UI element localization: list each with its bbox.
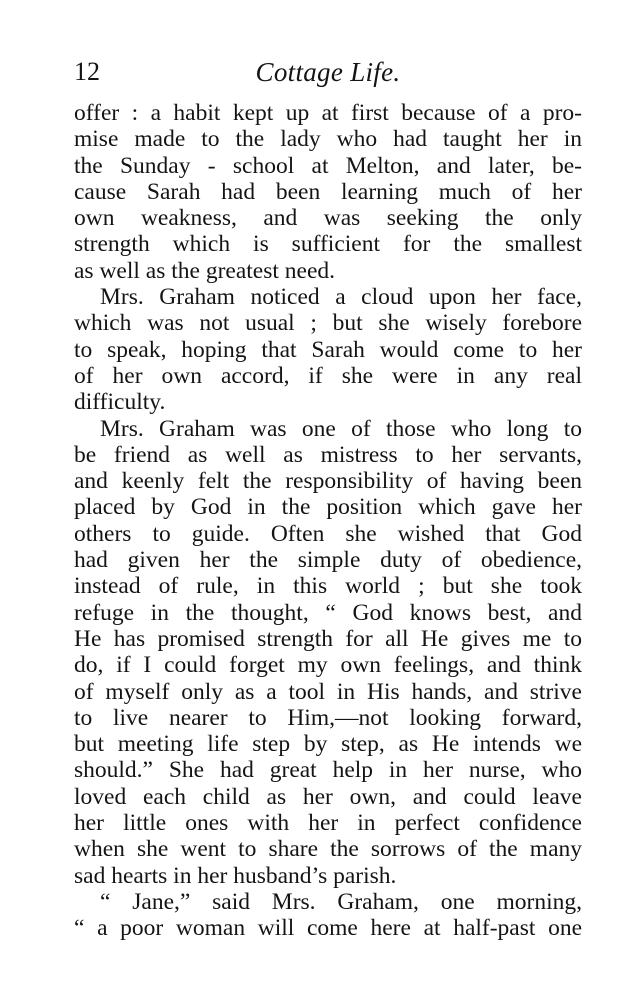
text-line: loved each child as her own, and could leave [74,783,582,810]
text-line: placed by God in the position which gave her [74,494,582,521]
text-line: “ a poor woman will come here at half-past one [74,915,582,942]
text-line: be friend as well as mistress to her servants, [74,441,582,468]
text-line: sad hearts in her husband’s parish. [74,862,397,889]
text-line: to live nearer to Him,—not looking forward, [74,704,582,731]
text-line: but meeting life step by step, as He intends we [74,731,582,758]
text-line: should.” She had great help in her nurse, who [74,757,582,784]
text-line: mise made to the lady who had taught her in [74,126,582,153]
paragraph [74,284,582,415]
paragraph [74,100,582,284]
text-line: He has promised strength for all He gives me to [74,625,582,652]
body-text [74,100,582,942]
paragraph [74,416,582,889]
text-line: difficulty. [74,389,166,416]
text-line: offer : a habit kept up at first because of a pro- [74,100,582,126]
text-line: cause Sarah had been learning much of her [74,178,582,205]
text-line: which was not usual ; but she wisely forebore [74,310,582,337]
text-line: to speak, hoping that Sarah would come to her [74,336,582,363]
text-line: when she went to share the sorrows of the many [74,836,582,863]
text-line: of her own accord, if she were in any real [74,362,582,389]
text-line: do, if I could forget my own feelings, and think [74,652,582,679]
text-line: others to guide. Often she wished that God [74,520,582,547]
paragraph [74,889,582,942]
text-line: own weakness, and was seeking the only [74,205,582,232]
text-line: her little ones with her in perfect confidence [74,810,582,837]
page-number: 12 [74,57,100,86]
text-line: Mrs. Graham was one of those who long to [100,415,582,442]
text-line: had given her the simple duty of obedience, [74,547,582,574]
text-line: and keenly felt the responsibility of having been [74,468,582,495]
text-line: of myself only as a tool in His hands, and strive [74,678,582,705]
text-line: as well as the greatest need. [74,257,336,284]
text-line: Mrs. Graham noticed a cloud upon her face, [100,284,582,311]
page-header [74,54,582,90]
text-line: instead of rule, in this world ; but she took [74,573,582,600]
text-line: refuge in the thought, “ God knows best, and [74,599,582,626]
text-line: strength which is sufficient for the smallest [74,231,582,258]
text-line: the Sunday - school at Melton, and later, be- [74,152,582,179]
text-line: “ Jane,” said Mrs. Graham, one morning, [100,888,582,915]
running-title: Cottage Life. [255,57,401,87]
